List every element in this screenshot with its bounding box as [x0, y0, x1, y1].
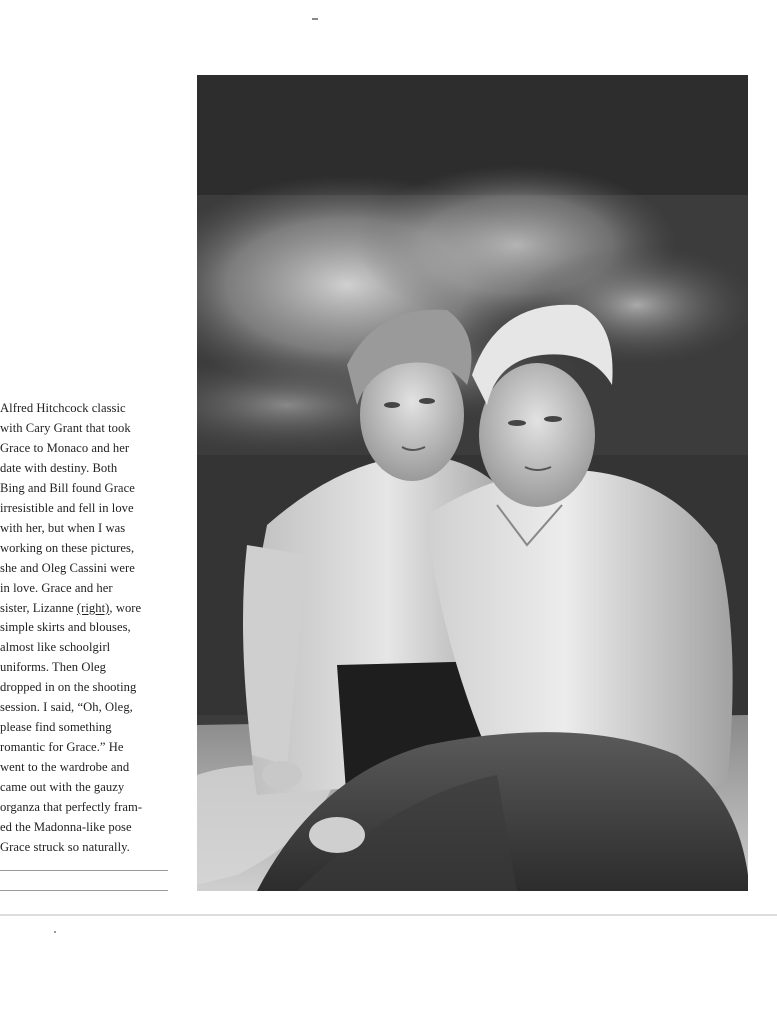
text-line: dropped in on the shooting: [0, 680, 137, 695]
text-line: with Cary Grant that took: [0, 420, 131, 435]
text-line: Bing and Bill found Grace: [0, 480, 135, 495]
text-line: session. I said, “Oh, Oleg,: [0, 700, 133, 715]
text-line: please find something: [0, 720, 112, 735]
page-edge-rule: [0, 914, 777, 916]
text-line: Alfred Hitchcock classic: [0, 401, 126, 415]
text-line: ed the Madonna-like pose: [0, 820, 132, 835]
text-line: almost like schoolgirl: [0, 640, 111, 655]
text-fragment: sister, Lizanne: [0, 600, 77, 615]
text-fragment: , wore: [109, 600, 142, 615]
text-line: simple skirts and blouses,: [0, 620, 131, 635]
text-line: romantic for Grace.” He: [0, 740, 124, 755]
caption-text-column: [0, 399, 172, 858]
text-line: Grace struck so naturally.: [0, 839, 130, 854]
underlined-reference: (right): [76, 600, 110, 615]
text-line: Grace to Monaco and her: [0, 440, 130, 455]
text-line: with her, but when I was: [0, 520, 126, 535]
text-line: date with destiny. Both: [0, 460, 118, 475]
photo-illustration: [197, 75, 748, 891]
footer-rule: [0, 870, 168, 871]
text-line: organza that perfectly fram-: [0, 800, 143, 815]
text-line: irresistible and fell in love: [0, 500, 134, 515]
page-speck: [54, 931, 56, 933]
text-line: in love. Grace and her: [0, 580, 113, 595]
text-line: [0, 599, 172, 619]
page-speck: [312, 18, 318, 20]
portrait-photograph: [197, 75, 748, 891]
text-line: working on these pictures,: [0, 540, 135, 555]
text-line: she and Oleg Cassini were: [0, 560, 135, 575]
footer-rule: [0, 890, 168, 891]
text-line: went to the wardrobe and: [0, 760, 130, 775]
text-line: came out with the gauzy: [0, 780, 125, 795]
text-line: uniforms. Then Oleg: [0, 660, 106, 675]
